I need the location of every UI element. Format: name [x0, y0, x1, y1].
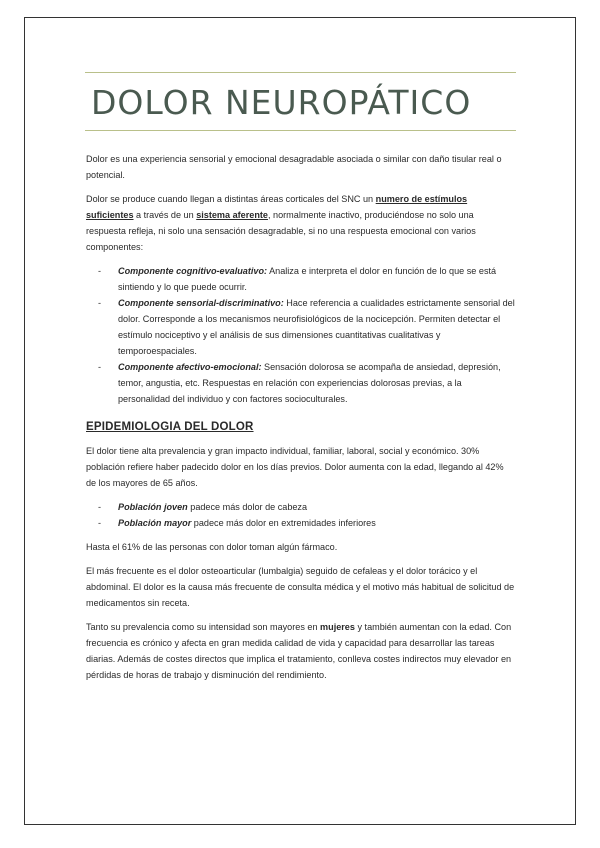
text-run: y también aumentan con la edad. Con frecuencia es crónico y afecta en gran medida calidad de vida y capacidad para desarrollar las tareas diarias. Además de costes directos que implica el tratamiento, conlleva costes indirectos muy elevador en pérdidas de horas de trabajo y disminución del rendimiento.	[86, 622, 512, 680]
epidemiology-paragraph: El dolor tiene alta prevalencia y gran impacto individual, familiar, laboral, social y económico. 30% población refiere haber padecido dolor en los días previos. Dolor aumenta con la edad, llegando al 42% de los mayores de 65 años.	[86, 446, 504, 488]
list-item	[118, 359, 516, 407]
title-rule-top	[85, 72, 516, 73]
list-item-term: Componente cognitivo-evaluativo:	[118, 266, 268, 276]
text-run: a través de un	[133, 210, 197, 220]
list-item-text: Analiza e interpreta el dolor en función de lo que se está sintiendo y lo que puede ocurrir.	[118, 266, 497, 292]
list-item-term: Componente sensorial-discriminativo:	[118, 298, 284, 308]
document-body	[86, 151, 516, 691]
title-rule-bottom	[85, 130, 516, 131]
list-item-term: Población joven	[118, 502, 188, 512]
list-item-text: Hace referencia a cualidades estrictamente sensorial del dolor. Corresponde a los mecanismos neurofisiológicos de la nocicepción. Permiten detectar el estímulo nociceptivo y el análisis de sus dimensiones cuantitativas cualitativas y temporoespaciales.	[118, 298, 515, 356]
text-run: Dolor se produce cuando llegan a distintas áreas corticales del SNC un	[86, 194, 376, 204]
keyword-estimulos: numero de estímulos suficientes	[86, 194, 468, 220]
list-item	[118, 499, 516, 515]
page-title: DOLOR NEUROPÁTICO	[91, 83, 472, 122]
list-item	[118, 263, 516, 295]
list-item	[118, 515, 516, 531]
section-heading-epidemiologia: EPIDEMIOLOGIA DEL DOLOR	[86, 421, 254, 433]
keyword-sistema-aferente: sistema aferente	[196, 210, 268, 220]
list-item-term: Población mayor	[118, 518, 192, 528]
farmaco-paragraph: Hasta el 61% de las personas con dolor toman algún fármaco.	[86, 542, 338, 552]
list-item	[118, 295, 516, 359]
components-list	[86, 263, 516, 407]
list-item-text: padece más dolor de cabeza	[187, 502, 308, 512]
frecuencia-paragraph: El más frecuente es el dolor osteoarticular (lumbalgia) seguido de cefaleas y el dolor torácico y el abdominal. El dolor es la causa más frecuente de consulta médica y el motivo más habitual de solicitud de medicamentos sin receta.	[86, 566, 515, 608]
definition-paragraph	[86, 191, 516, 255]
text-run: Tanto su prevalencia como su intensidad son mayores en	[86, 622, 321, 632]
prevalencia-paragraph	[86, 619, 516, 683]
keyword-mujeres: mujeres	[320, 622, 355, 632]
list-item-text: Sensación dolorosa se acompaña de ansiedad, depresión, temor, angustia, etc. Respuestas en relación con experiencias dolorosas previas, a la personalidad del individuo y con factores socioculturales.	[118, 362, 501, 404]
text-run: , normalmente inactivo, produciéndose no solo una respuesta refleja, ni solo una sensación desagradable, si no una respuesta emocional con varios componentes:	[86, 210, 476, 252]
title-block	[85, 72, 516, 131]
population-list	[86, 499, 516, 531]
list-item-text: padece más dolor en extremidades inferiores	[191, 518, 376, 528]
list-item-term: Componente afectivo-emocional:	[118, 362, 262, 372]
intro-paragraph: Dolor es una experiencia sensorial y emocional desagradable asociada o similar con daño tisular real o potencial.	[86, 154, 502, 180]
